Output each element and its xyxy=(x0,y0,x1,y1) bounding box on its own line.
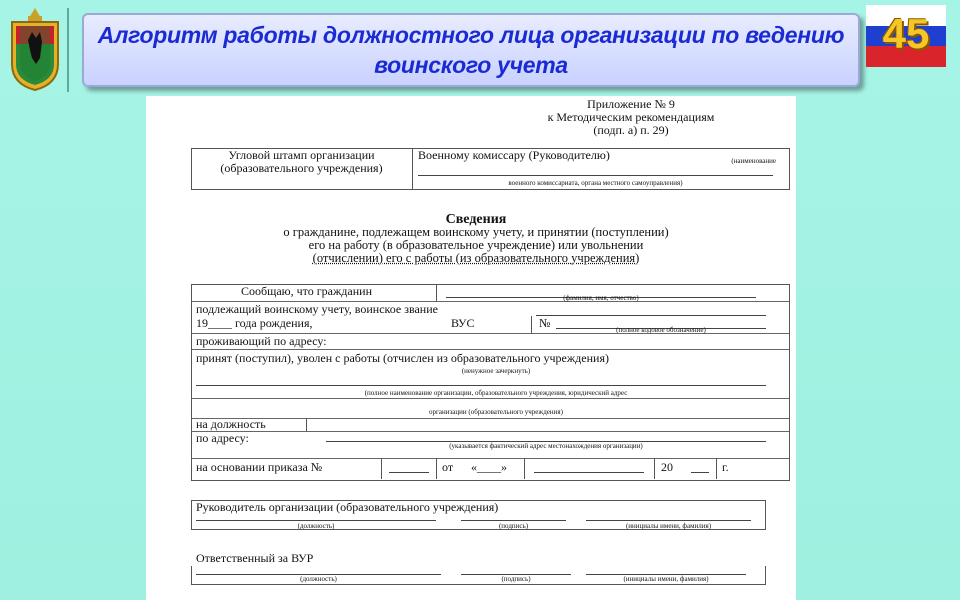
form-r6-note: (полное наименование организации, образовательного учреждения, юридический адрес xyxy=(364,389,628,397)
sign2-note-position: (должность) xyxy=(300,575,337,583)
form-r10d: 20 xyxy=(661,460,673,474)
appendix-line: Приложение № 9 xyxy=(587,97,675,111)
sign2-label: Ответственный за ВУР xyxy=(196,551,314,565)
sign1-note-name: (инициалы имени, фамилия) xyxy=(625,522,712,530)
appendix-line: (подп. а) п. 29) xyxy=(593,123,669,137)
form-r10c: «____» xyxy=(471,460,507,474)
sign1-note-position: (должность) xyxy=(297,522,335,530)
page-title: Алгоритм работы должностного лица организации по ведению воинского учета xyxy=(97,22,845,78)
heading-line: о гражданине, подлежащем воинскому учету, и принятии (поступлении) xyxy=(283,225,669,239)
form-r3b: ВУС xyxy=(451,316,475,330)
recipient-note: (наименование xyxy=(731,157,776,165)
divider-line xyxy=(67,8,69,92)
slide-number: 45 xyxy=(882,10,930,57)
title-box xyxy=(82,13,860,87)
appendix-line: к Методическим рекомендациям xyxy=(547,110,715,124)
form-r1: Сообщаю, что гражданин xyxy=(241,284,372,298)
sign2-note-signature: (подпись) xyxy=(501,575,531,583)
form-r9-note: (указывается фактический адрес местонахождения организации) xyxy=(449,442,643,450)
form-r10a: на основании приказа № xyxy=(196,460,323,474)
form-r2: подлежащий воинскому учету, воинское звание xyxy=(196,302,438,316)
sign1-label: Руководитель организации (образовательного учреждения) xyxy=(196,500,499,514)
form-r10e: г. xyxy=(722,460,729,474)
stamp-cell: Угловой штамп организации (образовательного учреждения) xyxy=(220,148,383,175)
form-r1-note: (фамилия, имя, отчество) xyxy=(563,294,639,302)
form-r5-note: (ненужное зачеркнуть) xyxy=(461,367,531,375)
heading-line: (отчислении) его с работы (из образовательного учреждения) xyxy=(312,251,640,265)
sign2-note-name: (инициалы имени, фамилия) xyxy=(623,575,709,583)
recipient-cell: Военному комиссару (Руководителю) xyxy=(418,148,610,162)
form-r10b: от xyxy=(442,460,454,474)
form-heading xyxy=(186,213,766,265)
heading-line: его на работу (в образовательное учреждение) или увольнении xyxy=(308,238,644,252)
form-r7-note: организации (образовательного учреждения) xyxy=(429,408,563,416)
form-r8: на должность xyxy=(196,417,266,431)
form-r3a: 19____ года рождения, xyxy=(196,316,313,330)
form-r3c: № xyxy=(539,316,551,330)
form-document xyxy=(146,96,796,600)
appendix-note xyxy=(506,98,756,137)
sign1-note-signature: (подпись) xyxy=(498,522,529,530)
form-r4: проживающий по адресу: xyxy=(196,334,327,348)
karelia-coat-of-arms-icon xyxy=(6,6,64,92)
form-r5: принят (поступил), уволен с работы (отчислен из образовательного учреждения) xyxy=(196,351,609,365)
form-r3-note: (полное кодовое обозначение) xyxy=(616,326,706,334)
recipient-note-2: военного комиссариата, органа местного самоуправления) xyxy=(508,179,683,187)
form-r9: по адресу: xyxy=(196,431,249,445)
heading-title: Сведения xyxy=(445,212,507,227)
